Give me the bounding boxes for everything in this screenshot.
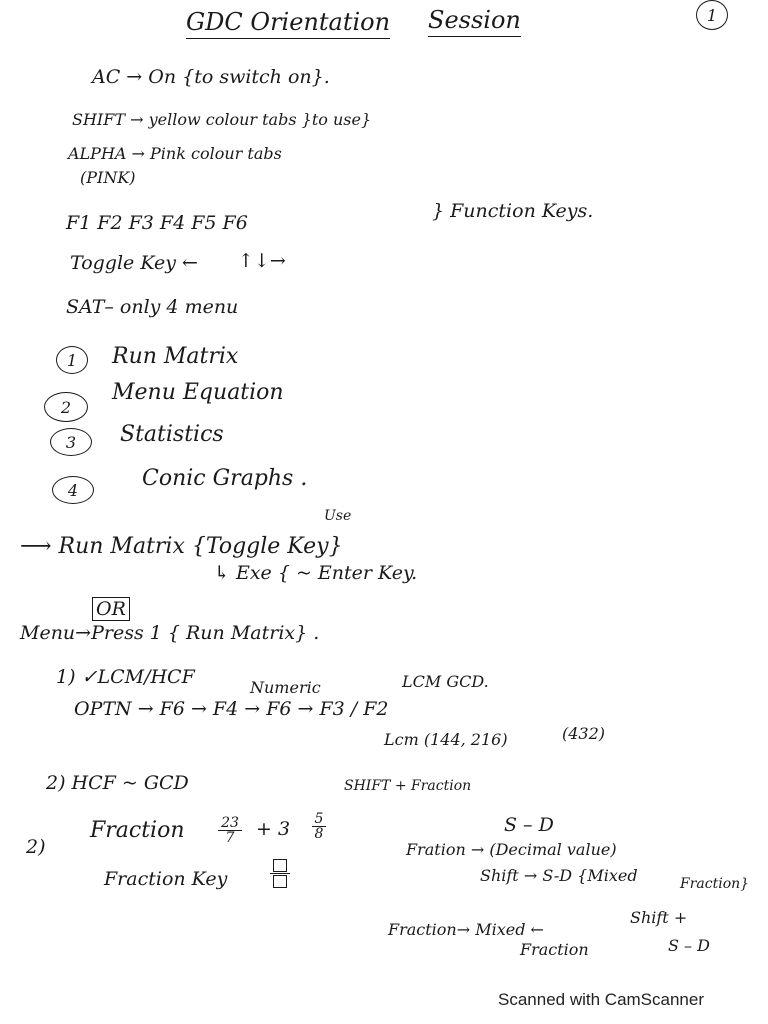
or-box: OR [92, 598, 130, 620]
numeric-label: Numeric [250, 678, 321, 697]
s-d-label: S – D [504, 814, 554, 836]
hcf-gcd: 2) HCF ~ GCD [46, 772, 189, 794]
menu-statistics: Statistics [120, 422, 224, 447]
title-session: Session [428, 6, 521, 37]
shift-s-d-mixed: Shift → S-D {Mixed [480, 866, 638, 885]
shift-line: SHIFT → yellow colour tabs }to use} [72, 110, 372, 129]
fration-decimal: Fration → (Decimal value) [406, 840, 617, 859]
run-matrix-toggle: ⟶ Run Matrix {Toggle Key} [20, 534, 343, 559]
alpha-sub: (PINK) [80, 168, 136, 187]
alpha-line: ALPHA → Pink colour tabs [68, 144, 282, 163]
fraction-label: Fraction [90, 818, 185, 843]
menu-number-1: 1 [56, 346, 88, 374]
menu-conic-graphs: Conic Graphs . [142, 466, 308, 491]
lcm-result: (432) [562, 724, 606, 743]
fraction-key-icon [270, 858, 290, 889]
fraction-5-8: 5 8 [312, 812, 326, 841]
menu-run-matrix: Run Matrix [112, 344, 239, 369]
s-d-label-2: S – D [668, 936, 710, 955]
lcm-hcf-heading: 1) ✓LCM/HCF [56, 666, 195, 688]
lcm-gcd-label: LCM GCD. [402, 672, 489, 691]
function-keys-desc: } Function Keys. [432, 200, 594, 222]
menu-number-3: 3 [50, 428, 92, 456]
fraction-plus-3: + 3 [256, 818, 291, 840]
shift-fraction-note: SHIFT + Fraction [344, 778, 472, 794]
ac-line: AC → On {to switch on}. [92, 66, 330, 88]
function-keys: F1 F2 F3 F4 F5 F6 [66, 212, 248, 234]
fraction-key-label: Fraction Key [104, 868, 228, 890]
fraction-word: Fraction [520, 940, 589, 959]
menu-equation: Menu Equation [112, 380, 284, 405]
fraction-mixed: Fraction→ Mixed ← [388, 920, 544, 939]
toggle-key: Toggle Key ← [70, 252, 198, 274]
optn-keys: OPTN → F6 → F4 → F6 → F3 / F2 [74, 698, 389, 720]
shift-plus: Shift + [630, 908, 688, 927]
sat-menu: SAT– only 4 menu [66, 296, 239, 318]
lcm-example: Lcm (144, 216) [384, 730, 508, 749]
title-gdc-orientation: GDC Orientation [186, 8, 390, 39]
mixed-fraction-label: Fraction} [680, 876, 750, 892]
fraction-23-7: 23 7 [218, 816, 242, 845]
menu-number-2: 2 [44, 392, 88, 422]
use-note: Use [324, 508, 352, 524]
page-number: 1 [696, 0, 728, 30]
menu-press-1: Menu→Press 1 { Run Matrix} . [20, 622, 320, 644]
fraction-number: 2) [26, 836, 46, 858]
toggle-arrows: ↑↓→ [238, 250, 286, 272]
menu-number-4: 4 [52, 476, 94, 504]
camscanner-footer: Scanned with CamScanner [498, 990, 705, 1009]
exe-enter-key: ↳ Exe { ~ Enter Key. [214, 562, 418, 584]
